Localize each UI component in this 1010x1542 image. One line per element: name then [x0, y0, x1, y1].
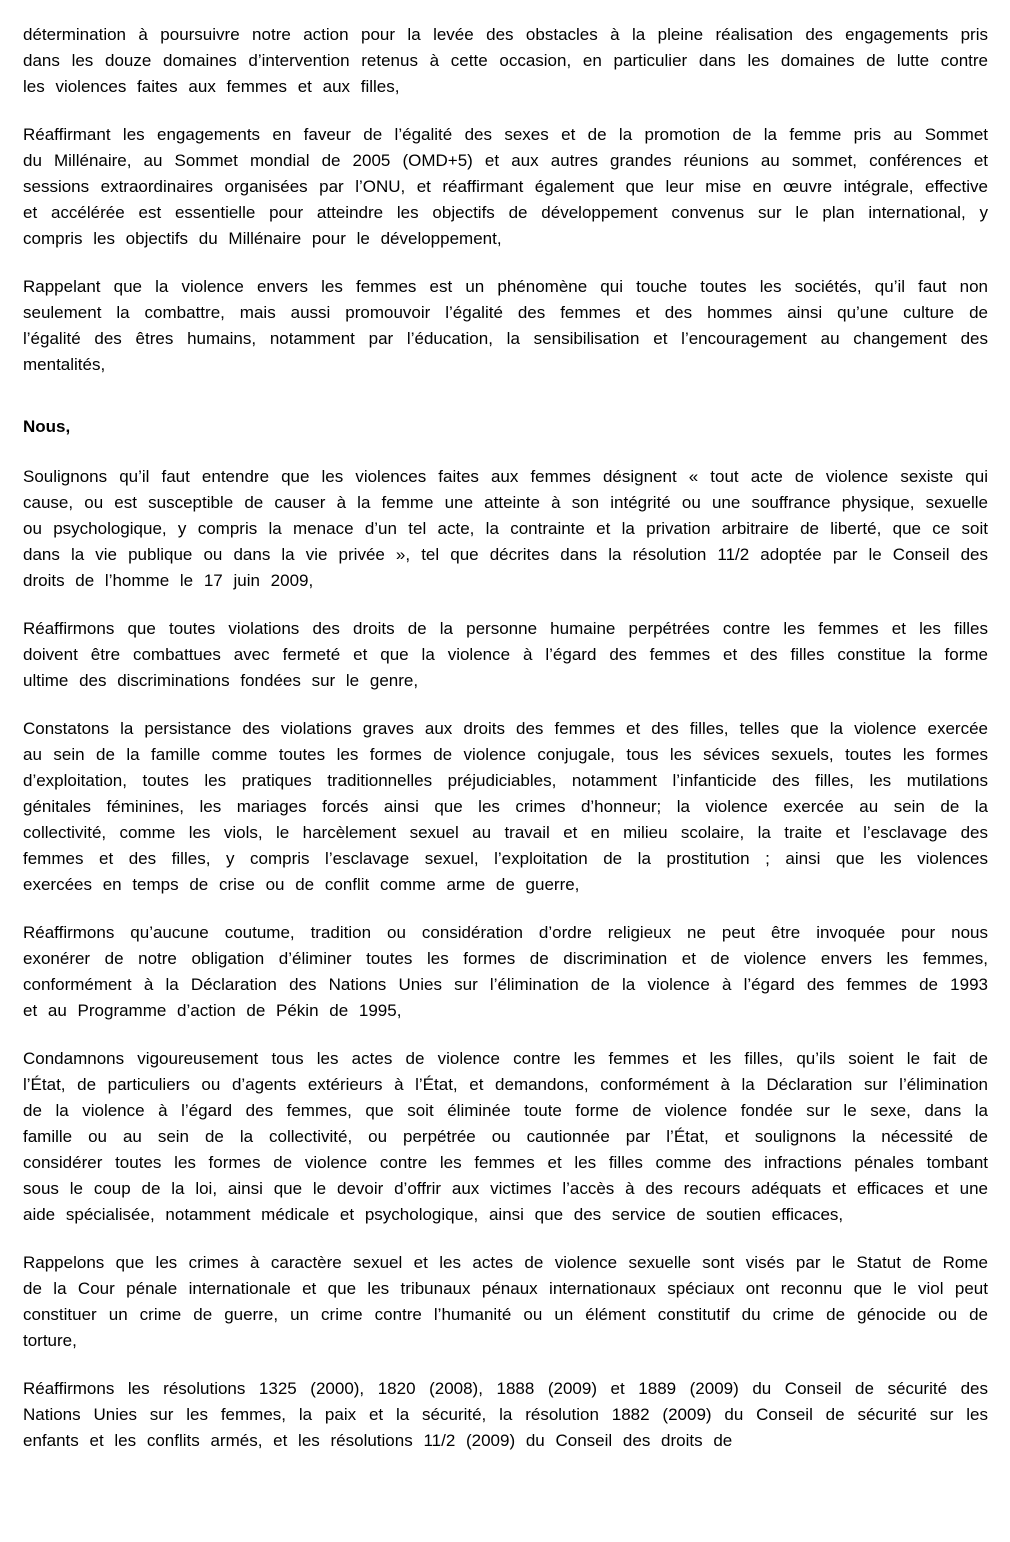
paragraph-reaffirmons-violations-droits: Réaffirmons que toutes violations des droits de la personne humaine perpétrées contre les femmes et les filles doivent être combattues avec fermeté et que la violence à l’égard des femmes et des filles constitue la forme ultime des discriminations fondées sur le genre,	[23, 619, 988, 690]
paragraph-rappelant-violence-phenomene: Rappelant que la violence envers les femmes est un phénomène qui touche toutes les sociétés, qu’il faut non seulement la combattre, mais aussi promouvoir l’égalité des femmes et des hommes ainsi qu’une culture de l’égalité des êtres humains, notamment par l’éducation, la sensibilisation et l’encouragement au changement des mentalités,	[23, 277, 988, 374]
paragraph-continuation-determination: détermination à poursuivre notre action pour la levée des obstacles à la pleine réalisation des engagements pris dans les douze domaines d’intervention retenus à cette occasion, en particulier dans les domaines de lutte contre les violences faites aux femmes et aux filles,	[23, 25, 988, 96]
paragraph-soulignons-definition-violences: Soulignons qu’il faut entendre que les violences faites aux femmes désignent « tout acte de violence sexiste qui cause, ou est susceptible de causer à la femme une atteinte à son intégrité ou une souffrance physique, sexuelle ou psychologique, y compris la menace d’un tel acte, la contrainte et la privation arbitraire de liberté, que ce soit dans la vie publique ou dans la vie privée », tel que décrites dans la résolution 11/2 adoptée par le Conseil des droits de l’homme le 17 juin 2009,	[23, 467, 988, 590]
paragraph-reaffirmons-resolutions-cutoff: Réaffirmons les résolutions 1325 (2000), 1820 (2008), 1888 (2009) et 1889 (2009) du Conseil de sécurité des Nations Unies sur les femmes, la paix et la sécurité, la résolution 1882 (2009) du Conseil de sécurité sur les enfants et les conflits armés, et les résolutions 11/2 (2009) du Conseil des droits de	[23, 1379, 988, 1450]
section-heading-nous: Nous,	[23, 417, 71, 436]
paragraph-reaffirmons-aucune-coutume: Réaffirmons qu’aucune coutume, tradition ou considération d’ordre religieux ne peut être invoquée pour nous exonérer de notre obligation d’éliminer toutes les formes de discrimination et de violence envers les femmes, conformément à la Déclaration des Nations Unies sur l’élimination de la violence à l’égard des femmes de 1993 et au Programme d’action de Pékin de 1995,	[23, 923, 988, 1020]
paragraph-rappelons-crimes-sexuels: Rappelons que les crimes à caractère sexuel et les actes de violence sexuelle sont visés par le Statut de Rome de la Cour pénale internationale et que les tribunaux pénaux internationaux spéciaux ont reconnu que le viol peut constituer un crime de guerre, un crime contre l’humanité ou un élément constitutif du crime de génocide ou de torture,	[23, 1253, 988, 1350]
paragraph-reaffirmant-engagements: Réaffirmant les engagements en faveur de l’égalité des sexes et de la promotion de la femme pris au Sommet du Millénaire, au Sommet mondial de 2005 (OMD+5) et aux autres grandes réunions au sommet, conférences et sessions extraordinaires organisées par l’ONU, et réaffirmant également que leur mise en œuvre intégrale, effective et accélérée est essentielle pour atteindre les objectifs de développement convenus sur le plan international, y compris les objectifs du Millénaire pour le développement,	[23, 125, 988, 248]
paragraph-constatons-persistance-violations: Constatons la persistance des violations graves aux droits des femmes et des filles, telles que la violence exercée au sein de la famille comme toutes les formes de violence conjugale, tous les sévices sexuels, toutes les formes d’exploitation, toutes les pratiques traditionnelles préjudiciables, notamment l’infanticide des filles, les mutilations génitales féminines, les mariages forcés ainsi que les crimes d’honneur; la violence exercée au sein de la collectivité, comme les viols, le harcèlement sexuel au travail et en milieu scolaire, la traite et l’esclavage des femmes et des filles, y compris l’esclavage sexuel, l’exploitation de la prostitution ; ainsi que les violences exercées en temps de crise ou de conflit comme arme de guerre,	[23, 719, 988, 894]
paragraph-condamnons-actes-violence: Condamnons vigoureusement tous les actes de violence contre les femmes et les filles, qu’ils soient le fait de l’État, de particuliers ou d’agents extérieurs à l’État, et demandons, conformément à la Déclaration sur l’élimination de la violence à l’égard des femmes, que soit éliminée toute forme de violence fondée sur le sexe, dans la famille ou au sein de la collectivité, ou perpétrée ou cautionnée par l’État, et soulignons la nécessité de considérer toutes les formes de violence contre les femmes et les filles comme des infractions pénales tombant sous le coup de la loi, ainsi que le devoir d’offrir aux victimes l’accès à des recours adéquats et efficaces et une aide spécialisée, notamment médicale et psychologique, ainsi que des service de soutien efficaces,	[23, 1049, 988, 1224]
